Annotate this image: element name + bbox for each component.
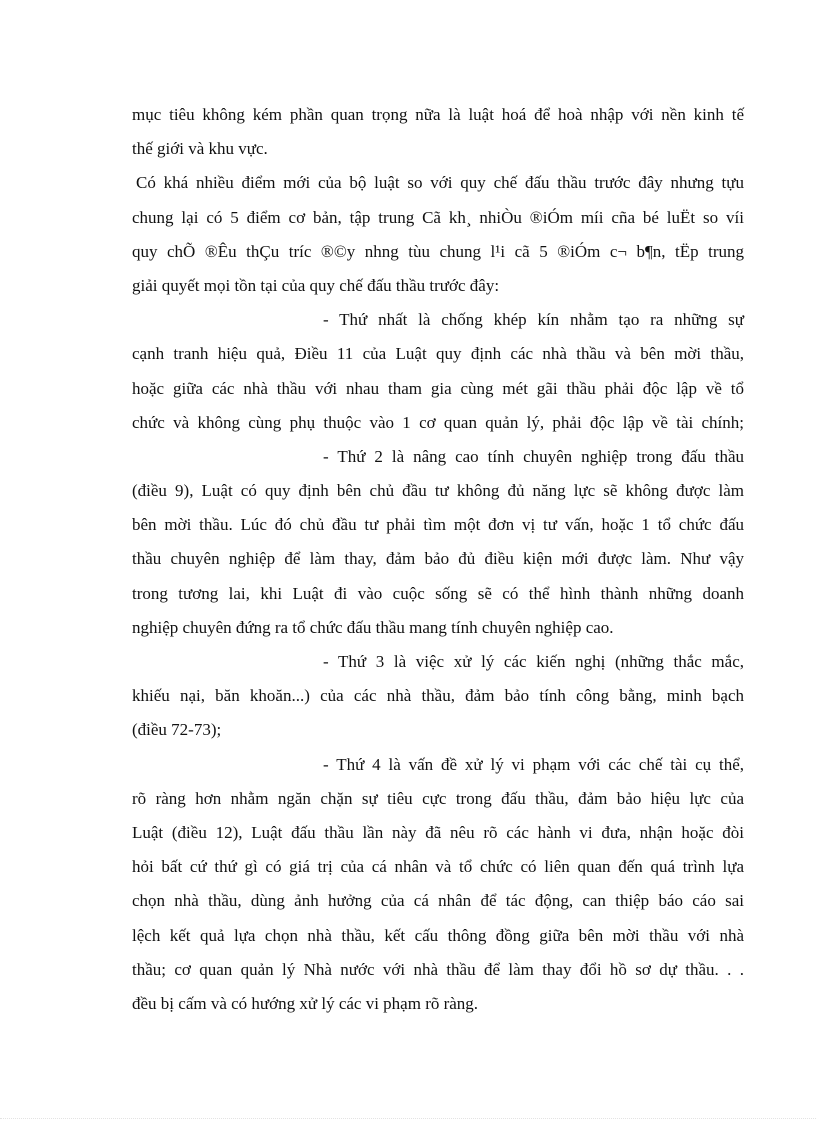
- text-line: trong tương lai, khi Luật đi vào cuộc sống sẽ có thể hình thành những doanh: [132, 583, 744, 603]
- text-line: chung lại có 5 điểm cơ bản, tập trung Cã kh¸ nhiÒu ®iÓm míi cña bé luËt so víi: [132, 207, 744, 227]
- body-text: [132, 98, 744, 1021]
- text-line: quy chÕ ®Êu thÇu tríc ®©y nhng tùu chung l¹i cã 5 ®iÓm c¬ b¶n, tËp trung: [132, 241, 744, 261]
- page-bottom-border: [0, 1118, 816, 1119]
- text-line: Có khá nhiều điểm mới của bộ luật so với quy chế đấu thầu trước đây nhưng tựu: [136, 173, 744, 193]
- text-line: cạnh tranh hiệu quả, Điều 11 của Luật quy định các nhà thầu và bên mời thầu,: [132, 344, 744, 364]
- text-line: thế giới và khu vực.: [132, 139, 268, 159]
- text-line: - Thứ 3 là việc xử lý các kiến nghị (những thắc mắc,: [323, 652, 744, 671]
- text-line: - Thứ nhất là chống khép kín nhằm tạo ra những sự: [323, 310, 744, 330]
- text-line: bên mời thầu. Lúc đó chủ đầu tư phải tìm một đơn vị tư vấn, hoặc 1 tổ chức đấu: [132, 515, 744, 535]
- text-line: - Thứ 4 là vấn đề xử lý vi phạm với các chế tài cụ thể,: [323, 754, 744, 774]
- text-line: giải quyết mọi tồn tại của quy chế đấu thầu trước đây:: [132, 275, 500, 295]
- text-line: hỏi bất cứ thứ gì có giá trị của cá nhân và tổ chức có liên quan đến quá trình lựa: [132, 857, 744, 877]
- text-line: nghiệp chuyên đứng ra tổ chức đấu thầu mang tính chuyên nghiệp cao.: [132, 617, 614, 637]
- text-line: - Thứ 2 là nâng cao tính chuyên nghiệp trong đấu thầu: [323, 446, 744, 466]
- text-line: khiếu nại, băn khoăn...) của các nhà thầu, đảm bảo tính công bằng, minh bạch: [132, 686, 744, 706]
- text-line: lệch kết quả lựa chọn nhà thầu, kết cấu thông đồng giữa bên mời thầu với nhà: [132, 925, 744, 945]
- text-line: đều bị cấm và có hướng xử lý các vi phạm rõ ràng.: [132, 993, 479, 1013]
- text-line: thầu chuyên nghiệp để làm thay, đảm bảo đủ điều kiện mới được làm. Như vậy: [132, 549, 744, 569]
- text-line: Luật (điều 12), Luật đấu thầu lần này đã nêu rõ các hành vi đưa, nhận hoặc đòi: [132, 822, 744, 842]
- text-line: rõ ràng hơn nhằm ngăn chặn sự tiêu cực trong đấu thầu, đảm bảo hiệu lực của: [132, 788, 744, 808]
- text-line: thầu; cơ quan quản lý Nhà nước với nhà thầu để làm thay đổi hồ sơ dự thầu. . .: [132, 959, 744, 979]
- text-line: chức và không cùng phụ thuộc vào 1 cơ quan quản lý, phải độc lập về tài chính;: [132, 412, 744, 432]
- text-line: chọn nhà thầu, dùng ảnh hưởng của cá nhân để tác động, can thiệp báo cáo sai: [132, 891, 744, 911]
- text-line: hoặc giữa các nhà thầu với nhau tham gia cùng mét gãi thầu phải độc lập về tổ: [132, 378, 744, 398]
- text-line: (điều 72-73);: [132, 720, 222, 740]
- text-line: (điều 9), Luật có quy định bên chủ đầu tư không đủ năng lực sẽ không được làm: [132, 481, 744, 501]
- text-line: mục tiêu không kém phần quan trọng nữa là luật hoá để hoà nhập với nền kinh tế: [132, 105, 744, 124]
